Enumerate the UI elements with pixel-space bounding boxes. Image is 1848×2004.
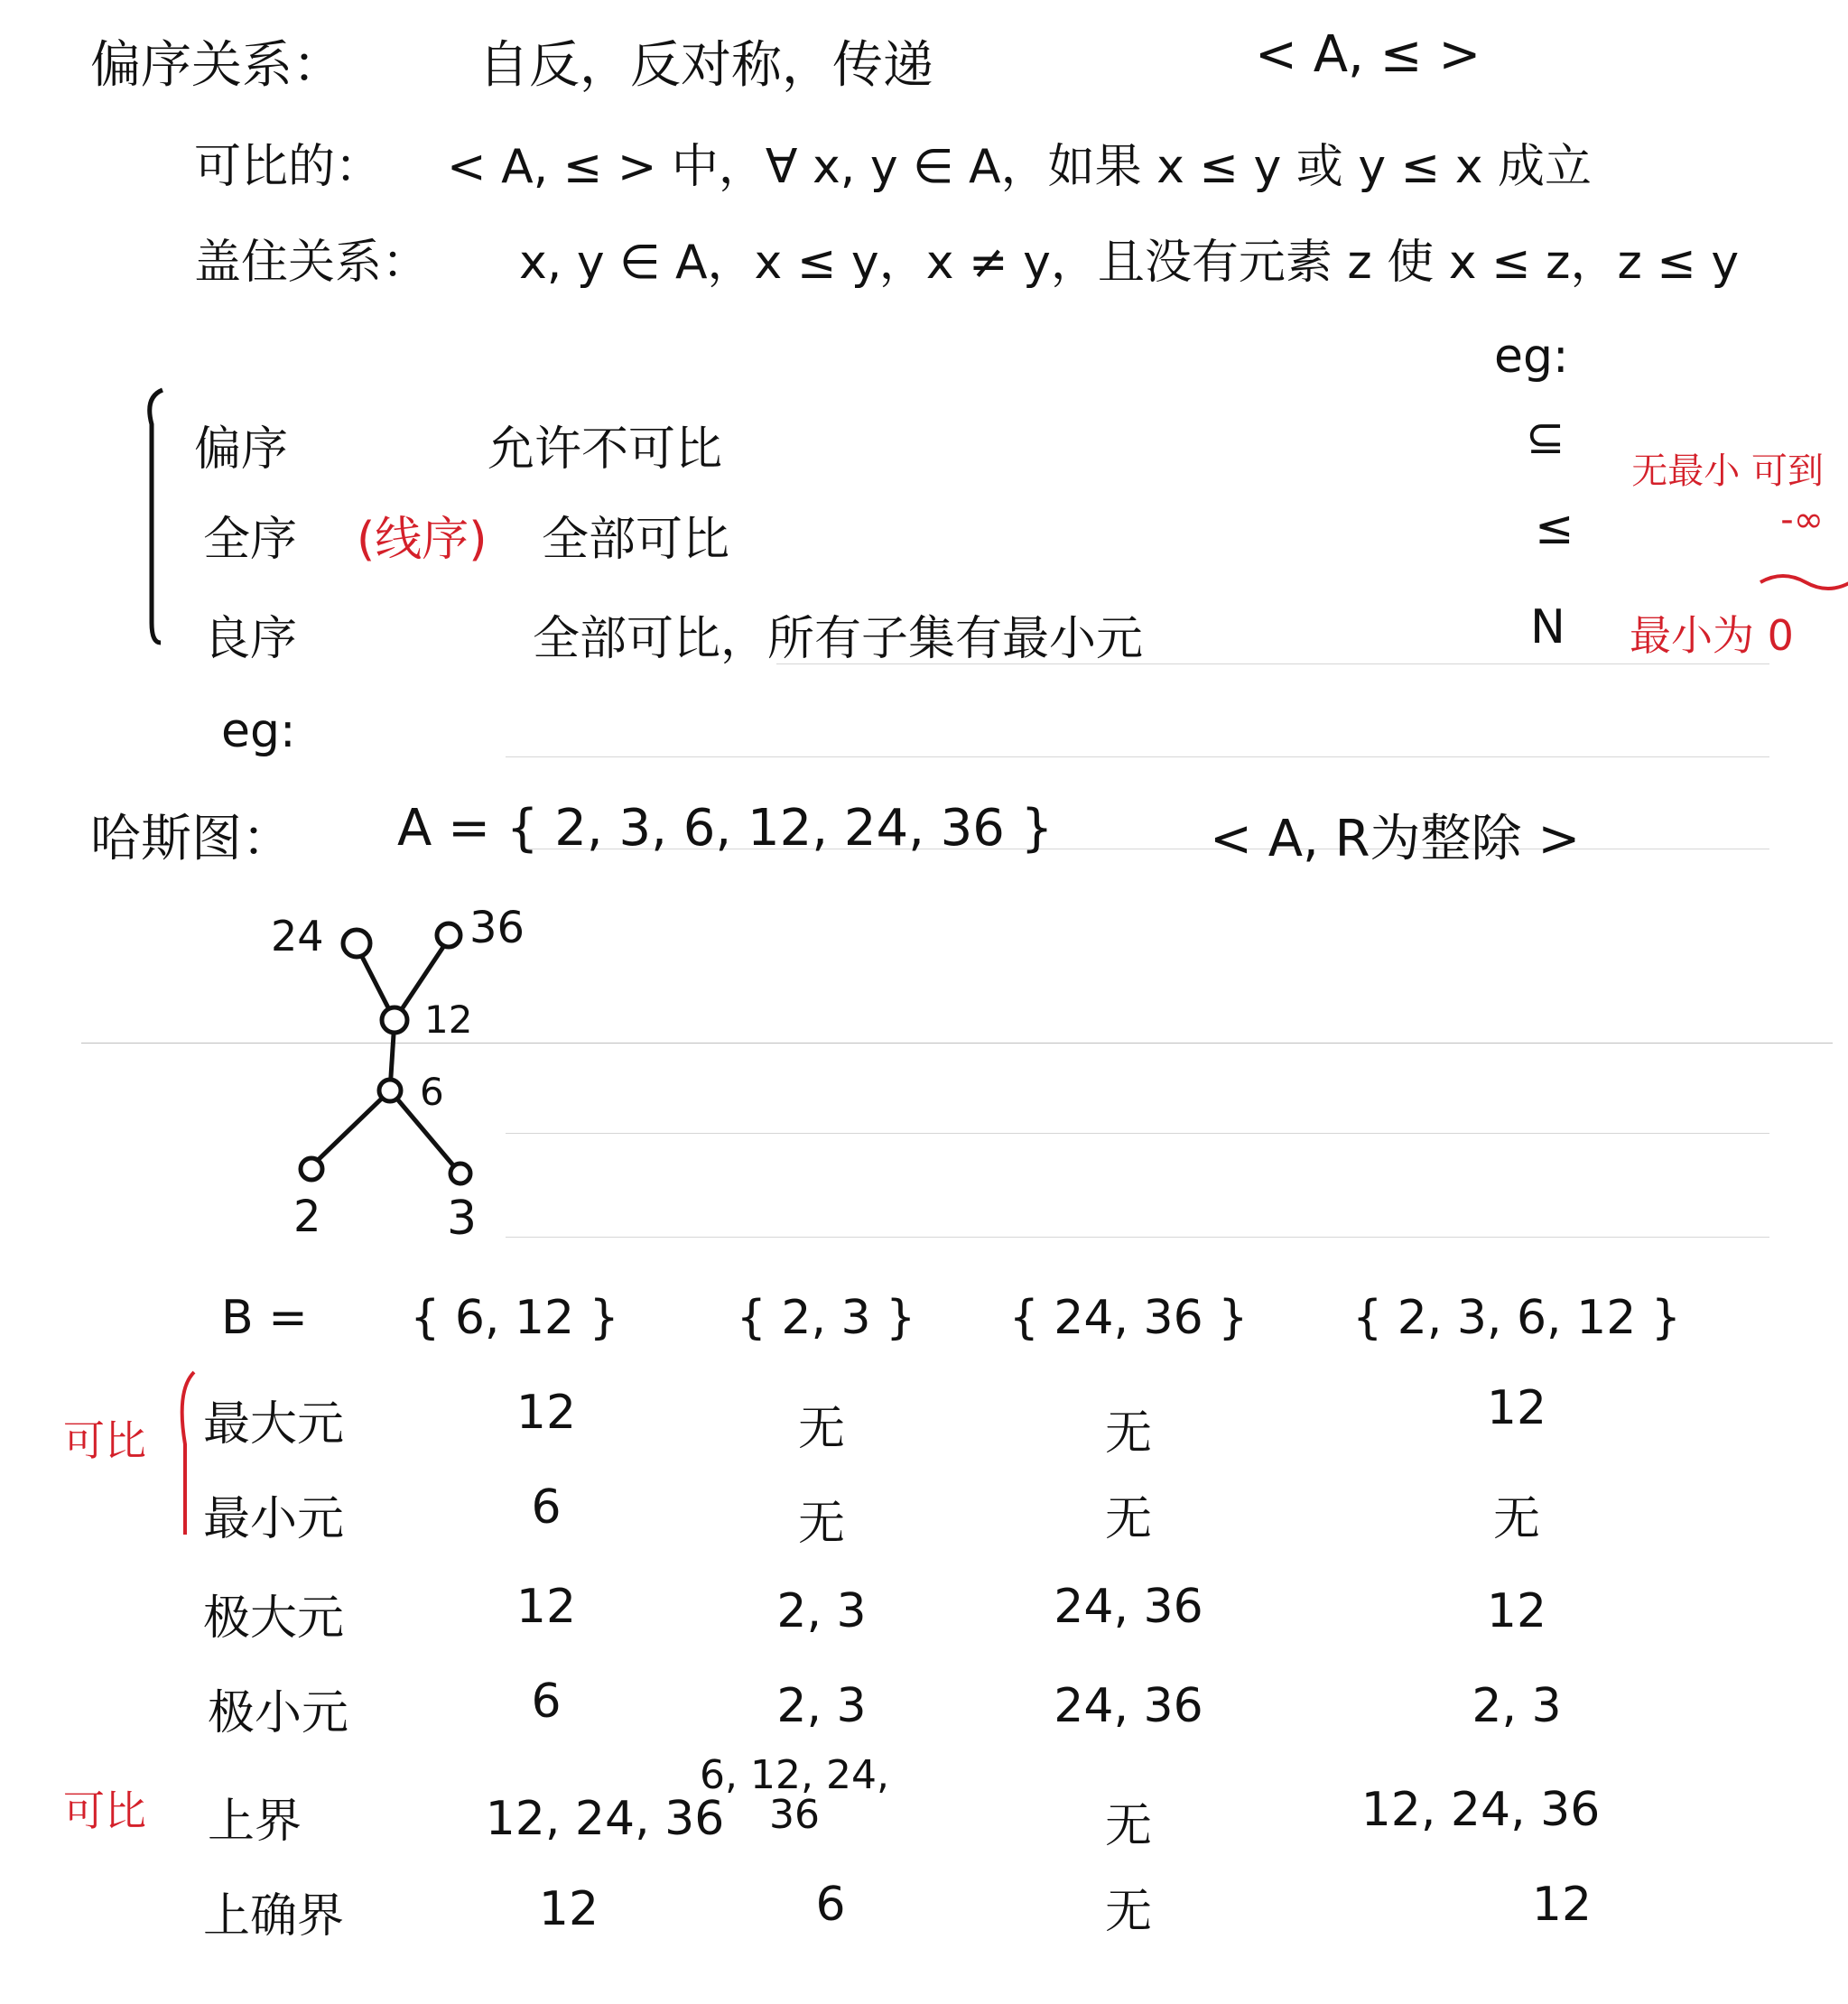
- node-6: [379, 1080, 401, 1101]
- table-cell: 无: [1104, 1885, 1152, 1939]
- table-cell: 12, 24, 36: [485, 1792, 725, 1846]
- hasse-relation: < A, R为整除 >: [1210, 810, 1581, 868]
- table-cell: 24, 36: [1054, 1580, 1203, 1634]
- hasse-label: 哈斯图：: [90, 810, 293, 868]
- table-cell: 无: [1104, 1799, 1152, 1853]
- side-note-comparable: 可比: [63, 1416, 146, 1465]
- orders-eg-label: eg:: [1494, 329, 1569, 384]
- table-cell: 6, 12, 24, 36: [700, 1752, 889, 1838]
- partial-order-properties: 自反，反对称，传递: [478, 36, 933, 95]
- row-label: 上界: [208, 1795, 302, 1849]
- row-label: 最大元: [203, 1397, 345, 1452]
- table-cell: 无: [797, 1497, 845, 1551]
- hasse-set: A = { 2, 3, 6, 12, 24, 36 }: [397, 799, 1054, 858]
- comparable-bracket: [182, 1372, 194, 1535]
- table-cell: 无: [1104, 1406, 1152, 1461]
- table-cell: 12: [515, 1580, 577, 1634]
- order-red-note-well: 最小为 0: [1630, 611, 1794, 660]
- table-cell: 2, 3: [776, 1584, 867, 1638]
- node-3: [450, 1164, 470, 1183]
- column-header: { 2, 3, 6, 12 }: [1352, 1291, 1681, 1345]
- comparable-label: 可比的：: [194, 140, 383, 194]
- node-36: [437, 923, 460, 947]
- node-2: [301, 1158, 322, 1180]
- table-cell: 24, 36: [1054, 1679, 1203, 1733]
- table-cell: 无: [797, 1402, 845, 1456]
- table-cell: 无: [1104, 1492, 1152, 1546]
- node-24: [343, 930, 370, 957]
- partial-order-label: 偏序关系：: [90, 36, 343, 95]
- order-red-note-total: 无最小 可到 -∞: [1631, 450, 1824, 541]
- hasse-node-label-2: 2: [293, 1192, 321, 1242]
- table-cell: 12: [538, 1882, 599, 1936]
- hasse-node-label-12: 12: [424, 997, 473, 1042]
- order-example-well: N: [1530, 600, 1565, 654]
- table-cell: 12: [1486, 1584, 1547, 1638]
- column-header: { 2, 3 }: [736, 1291, 916, 1345]
- hasse-node-label-24: 24: [271, 912, 324, 960]
- table-cell: 12: [1531, 1878, 1593, 1932]
- b-label: B =: [221, 1291, 308, 1345]
- order-example-total: ≤: [1535, 501, 1574, 555]
- cover-relation-label: 盖住关系：: [194, 236, 430, 290]
- table-cell: 6: [531, 1675, 562, 1729]
- orders-brace: [150, 390, 163, 643]
- hasse-node-label-3: 3: [447, 1192, 478, 1246]
- table-cell: 12: [1486, 1381, 1547, 1435]
- row-label: 极小元: [208, 1686, 349, 1740]
- hasse-node-label-6: 6: [420, 1070, 444, 1114]
- comparable-definition: < A, ≤ > 中，∀ x, y ∈ A，如果 x ≤ y 或 y ≤ x 成立: [447, 140, 1593, 194]
- table-cell: 12: [515, 1386, 577, 1440]
- order-desc-partial: 允许不可比: [488, 422, 723, 477]
- order-name-well: 良序: [203, 612, 298, 666]
- order-desc-total: 全部可比: [542, 513, 730, 567]
- table-cell: 6: [815, 1878, 846, 1932]
- column-header: { 24, 36 }: [1008, 1291, 1249, 1345]
- table-cell: 2, 3: [776, 1679, 867, 1733]
- row-label: 最小元: [203, 1492, 345, 1546]
- side-note-comparable: 可比: [63, 1786, 146, 1835]
- column-header: { 6, 12 }: [410, 1291, 619, 1345]
- table-cell: 2, 3: [1472, 1679, 1562, 1733]
- cover-relation-definition: x, y ∈ A，x ≤ y，x ≠ y，且没有元素 z 使 x ≤ z，z ≤ y: [519, 236, 1740, 290]
- order-desc-well: 全部可比，所有子集有最小元: [533, 612, 1144, 666]
- edge-6-2: [311, 1090, 390, 1166]
- order-example-partial: ⊆: [1526, 411, 1565, 465]
- partial-order-notation: < A, ≤ >: [1255, 25, 1481, 84]
- eg-label-2: eg:: [221, 704, 296, 758]
- table-cell: 6: [531, 1480, 562, 1535]
- table-cell: 无: [1492, 1492, 1540, 1546]
- hasse-node-label-36: 36: [469, 903, 525, 953]
- row-label: 极大元: [203, 1591, 345, 1646]
- order-name-partial: 偏序: [194, 422, 289, 477]
- order-note-total: (线序): [357, 513, 488, 567]
- table-cell: 12, 24, 36: [1360, 1783, 1601, 1837]
- row-label: 上确界: [203, 1889, 345, 1944]
- hasse-diagram: [301, 923, 473, 1183]
- red-wavy-underline: [1760, 576, 1848, 589]
- node-12: [382, 1007, 407, 1033]
- order-name-total: 全序: [203, 513, 298, 567]
